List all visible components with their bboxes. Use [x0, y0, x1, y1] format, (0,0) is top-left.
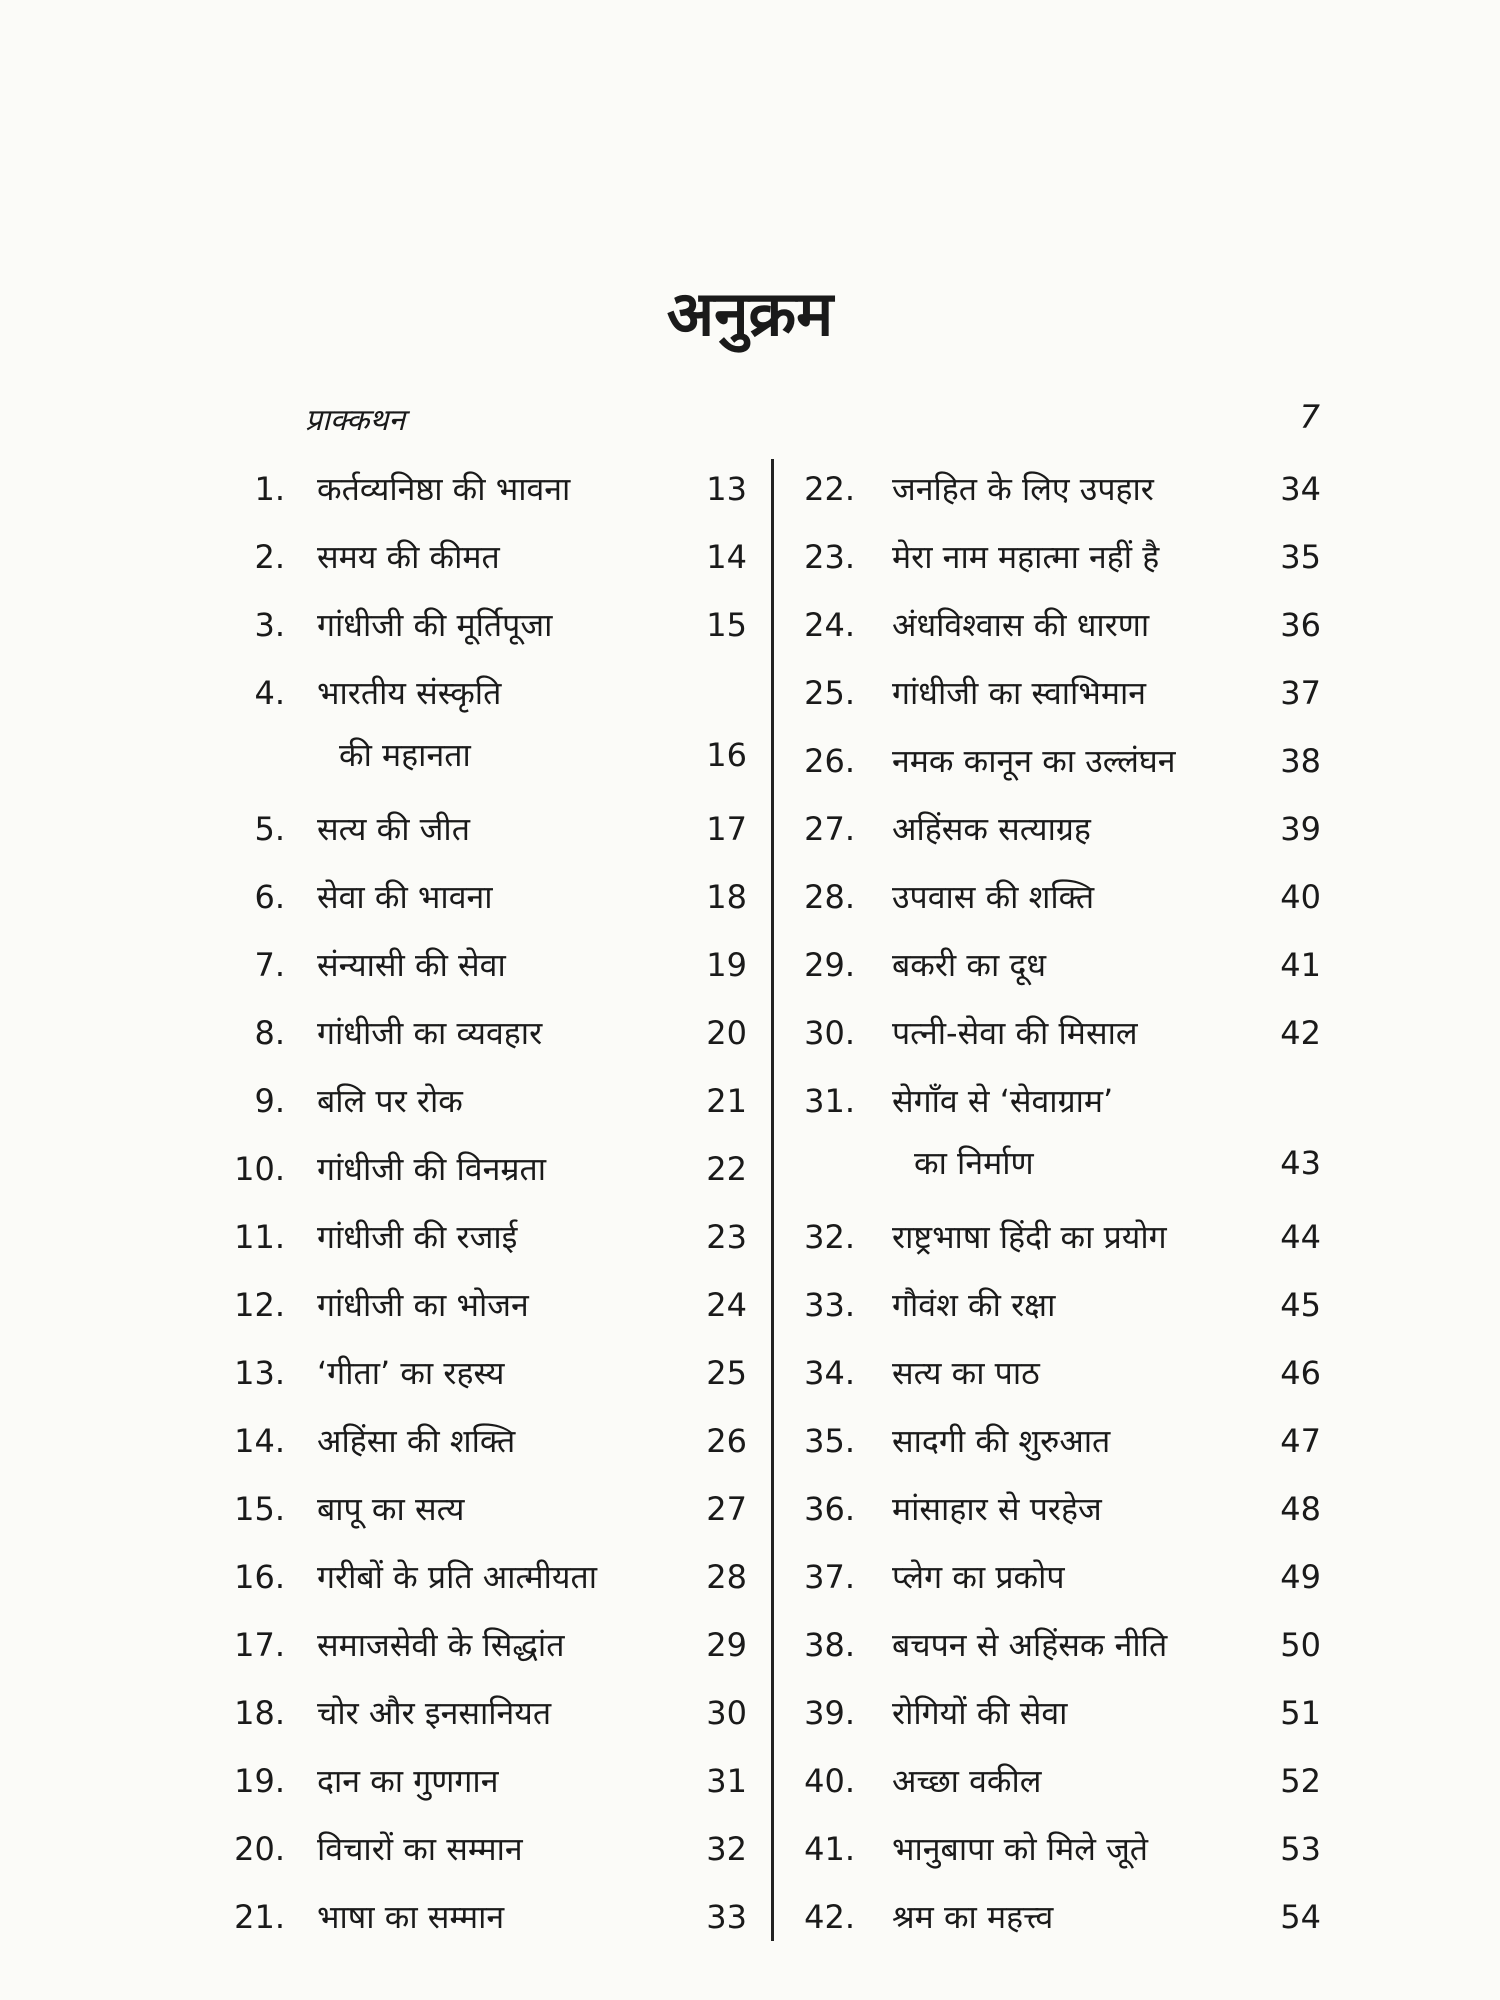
entry-title: गांधीजी का व्यवहार	[317, 1014, 543, 1052]
entry-page-number: 19	[706, 946, 747, 984]
entry-number: 35.	[804, 1422, 855, 1460]
entry-title-continued: का निर्माण	[914, 1144, 1034, 1182]
entry-title: गांधीजी की मूर्तिपूजा	[317, 606, 553, 644]
entry-number: 24.	[804, 606, 855, 644]
entry-title: अहिंसा की शक्ति	[317, 1422, 516, 1460]
toc-entry	[0, 1757, 1500, 1825]
entry-number: 30.	[804, 1014, 855, 1052]
entry-number: 9.	[254, 1082, 285, 1120]
entry-title: चोर और इनसानियत	[317, 1694, 552, 1732]
entry-page-number: 54	[1280, 1898, 1321, 1936]
toc-entry	[0, 1893, 1500, 1961]
entry-page-number: 33	[706, 1898, 747, 1936]
entry-page-number: 15	[706, 606, 747, 644]
preface-label: प्राक्कथन	[305, 403, 406, 438]
entry-page-number: 21	[706, 1082, 747, 1120]
entry-title: गांधीजी की विनम्रता	[317, 1150, 547, 1188]
entry-title: सादगी की शुरुआत	[892, 1422, 1111, 1460]
entry-title: गांधीजी का भोजन	[317, 1286, 529, 1324]
entry-title: भाषा का सम्मान	[317, 1898, 505, 1936]
entry-page-number: 31	[706, 1762, 747, 1800]
entry-page-number: 26	[706, 1422, 747, 1460]
toc-entry	[0, 669, 1500, 737]
entry-page-number: 44	[1280, 1218, 1321, 1256]
entry-number: 8.	[254, 1014, 285, 1052]
entry-number: 42.	[804, 1898, 855, 1936]
entry-title: गौवंश की रक्षा	[892, 1286, 1056, 1324]
toc-entry	[0, 533, 1500, 601]
entry-title: समाजसेवी के सिद्धांत	[317, 1626, 565, 1664]
entry-title: अंधविश्वास की धारणा	[892, 606, 1150, 644]
entry-number: 12.	[234, 1286, 285, 1324]
toc-entry	[0, 601, 1500, 669]
entry-number: 13.	[234, 1354, 285, 1392]
toc-entry	[0, 873, 1500, 941]
entry-title: विचारों का सम्मान	[317, 1830, 523, 1868]
entry-number: 40.	[804, 1762, 855, 1800]
entry-page-number: 16	[706, 736, 747, 774]
entry-page-number: 40	[1280, 878, 1321, 916]
entry-number: 27.	[804, 810, 855, 848]
entry-page-number: 30	[706, 1694, 747, 1732]
entry-title: अहिंसक सत्याग्रह	[892, 810, 1091, 848]
entry-number: 4.	[254, 674, 285, 712]
entry-title: भानुबापा को मिले जूते	[892, 1830, 1149, 1868]
entry-page-number: 45	[1280, 1286, 1321, 1324]
entry-number: 11.	[234, 1218, 285, 1256]
entry-number: 22.	[804, 470, 855, 508]
entry-number: 33.	[804, 1286, 855, 1324]
entry-page-number: 32	[706, 1830, 747, 1868]
entry-page-number: 52	[1280, 1762, 1321, 1800]
toc-entry	[0, 1213, 1500, 1281]
entry-title: सत्य का पाठ	[892, 1354, 1040, 1392]
entry-title: गांधीजी का स्वाभिमान	[892, 674, 1147, 712]
entry-title: अच्छा वकील	[892, 1762, 1042, 1800]
entry-title: बलि पर रोक	[317, 1082, 463, 1120]
entry-number: 37.	[804, 1558, 855, 1596]
entry-number: 34.	[804, 1354, 855, 1392]
entry-title: मांसाहार से परहेज	[892, 1490, 1102, 1528]
entry-page-number: 17	[706, 810, 747, 848]
entry-number: 38.	[804, 1626, 855, 1664]
entry-page-number: 47	[1280, 1422, 1321, 1460]
page-title: अनुक्रम	[666, 277, 834, 350]
entry-title: बकरी का दूध	[892, 946, 1047, 984]
entry-title: उपवास की शक्ति	[892, 878, 1095, 916]
entry-page-number: 41	[1280, 946, 1321, 984]
toc-entry	[0, 737, 1500, 805]
toc-entry	[0, 805, 1500, 873]
entry-page-number: 13	[706, 470, 747, 508]
entry-page-number: 48	[1280, 1490, 1321, 1528]
entry-page-number: 23	[706, 1218, 747, 1256]
entry-page-number: 38	[1280, 742, 1321, 780]
entry-number: 20.	[234, 1830, 285, 1868]
entry-number: 32.	[804, 1218, 855, 1256]
entry-title: बचपन से अहिंसक नीति	[892, 1626, 1168, 1664]
entry-title: ‘गीता’ का रहस्य	[317, 1354, 505, 1392]
entry-title: बापू का सत्य	[317, 1490, 465, 1528]
entry-title: नमक कानून का उल्लंघन	[892, 742, 1176, 780]
entry-page-number: 35	[1280, 538, 1321, 576]
entry-number: 7.	[254, 946, 285, 984]
entry-page-number: 29	[706, 1626, 747, 1664]
entry-number: 28.	[804, 878, 855, 916]
entry-page-number: 28	[706, 1558, 747, 1596]
preface-page-number: 7	[1299, 398, 1320, 436]
entry-page-number: 49	[1280, 1558, 1321, 1596]
entry-number: 6.	[254, 878, 285, 916]
entry-page-number: 18	[706, 878, 747, 916]
entry-title: राष्ट्रभाषा हिंदी का प्रयोग	[892, 1218, 1167, 1256]
entry-title: पत्नी-सेवा की मिसाल	[892, 1014, 1138, 1052]
entry-page-number: 20	[706, 1014, 747, 1052]
entry-page-number: 34	[1280, 470, 1321, 508]
toc-entry	[0, 1009, 1500, 1077]
entry-title: भारतीय संस्कृति	[317, 674, 502, 712]
entry-title: सेवा की भावना	[317, 878, 493, 916]
entry-number: 41.	[804, 1830, 855, 1868]
toc-entry	[0, 1485, 1500, 1553]
entry-page-number: 27	[706, 1490, 747, 1528]
entry-page-number: 24	[706, 1286, 747, 1324]
entry-page-number: 22	[706, 1150, 747, 1188]
entry-title: मेरा नाम महात्मा नहीं है	[892, 538, 1160, 576]
entry-page-number: 37	[1280, 674, 1321, 712]
entry-number: 16.	[234, 1558, 285, 1596]
entry-number: 15.	[234, 1490, 285, 1528]
entry-title: सेगाँव से ‘सेवाग्राम’	[892, 1082, 1114, 1120]
entry-page-number: 14	[706, 538, 747, 576]
entry-page-number: 43	[1280, 1144, 1321, 1182]
entry-title: श्रम का महत्त्व	[892, 1898, 1054, 1936]
entry-title: संन्यासी की सेवा	[317, 946, 506, 984]
entry-title: गांधीजी की रजाई	[317, 1218, 518, 1256]
entry-page-number: 39	[1280, 810, 1321, 848]
entry-title: रोगियों की सेवा	[892, 1694, 1068, 1732]
entry-number: 36.	[804, 1490, 855, 1528]
toc-entry	[0, 465, 1500, 533]
entry-title: गरीबों के प्रति आत्मीयता	[317, 1558, 597, 1596]
entry-number: 3.	[254, 606, 285, 644]
toc-entry	[0, 1825, 1500, 1893]
entry-title: समय की कीमत	[317, 538, 500, 576]
entry-page-number: 53	[1280, 1830, 1321, 1868]
entry-page-number: 25	[706, 1354, 747, 1392]
entry-number: 18.	[234, 1694, 285, 1732]
entry-page-number: 42	[1280, 1014, 1321, 1052]
toc-entry	[0, 941, 1500, 1009]
entry-number: 14.	[234, 1422, 285, 1460]
toc-entry	[0, 1349, 1500, 1417]
entry-page-number: 50	[1280, 1626, 1321, 1664]
entry-number: 17.	[234, 1626, 285, 1664]
entry-number: 26.	[804, 742, 855, 780]
entry-number: 29.	[804, 946, 855, 984]
entry-number: 21.	[234, 1898, 285, 1936]
toc-entry	[0, 1553, 1500, 1621]
toc-entry	[0, 1689, 1500, 1757]
entry-number: 25.	[804, 674, 855, 712]
entry-page-number: 36	[1280, 606, 1321, 644]
entry-number: 31.	[804, 1082, 855, 1120]
entry-number: 19.	[234, 1762, 285, 1800]
toc-entry	[0, 1417, 1500, 1485]
toc-entry	[0, 1281, 1500, 1349]
entry-number: 39.	[804, 1694, 855, 1732]
toc-entry	[0, 1621, 1500, 1689]
entry-number: 1.	[254, 470, 285, 508]
entry-number: 5.	[254, 810, 285, 848]
entry-page-number: 46	[1280, 1354, 1321, 1392]
entry-number: 10.	[234, 1150, 285, 1188]
entry-page-number: 51	[1280, 1694, 1321, 1732]
entry-number: 23.	[804, 538, 855, 576]
entry-title: जनहित के लिए उपहार	[892, 470, 1154, 508]
entry-title: प्लेग का प्रकोप	[892, 1558, 1065, 1596]
entry-title: दान का गुणगान	[317, 1762, 499, 1800]
entry-title: कर्तव्यनिष्ठा की भावना	[317, 470, 571, 508]
entry-title-continued: की महानता	[339, 736, 471, 774]
entry-number: 2.	[254, 538, 285, 576]
entry-title: सत्य की जीत	[317, 810, 470, 848]
